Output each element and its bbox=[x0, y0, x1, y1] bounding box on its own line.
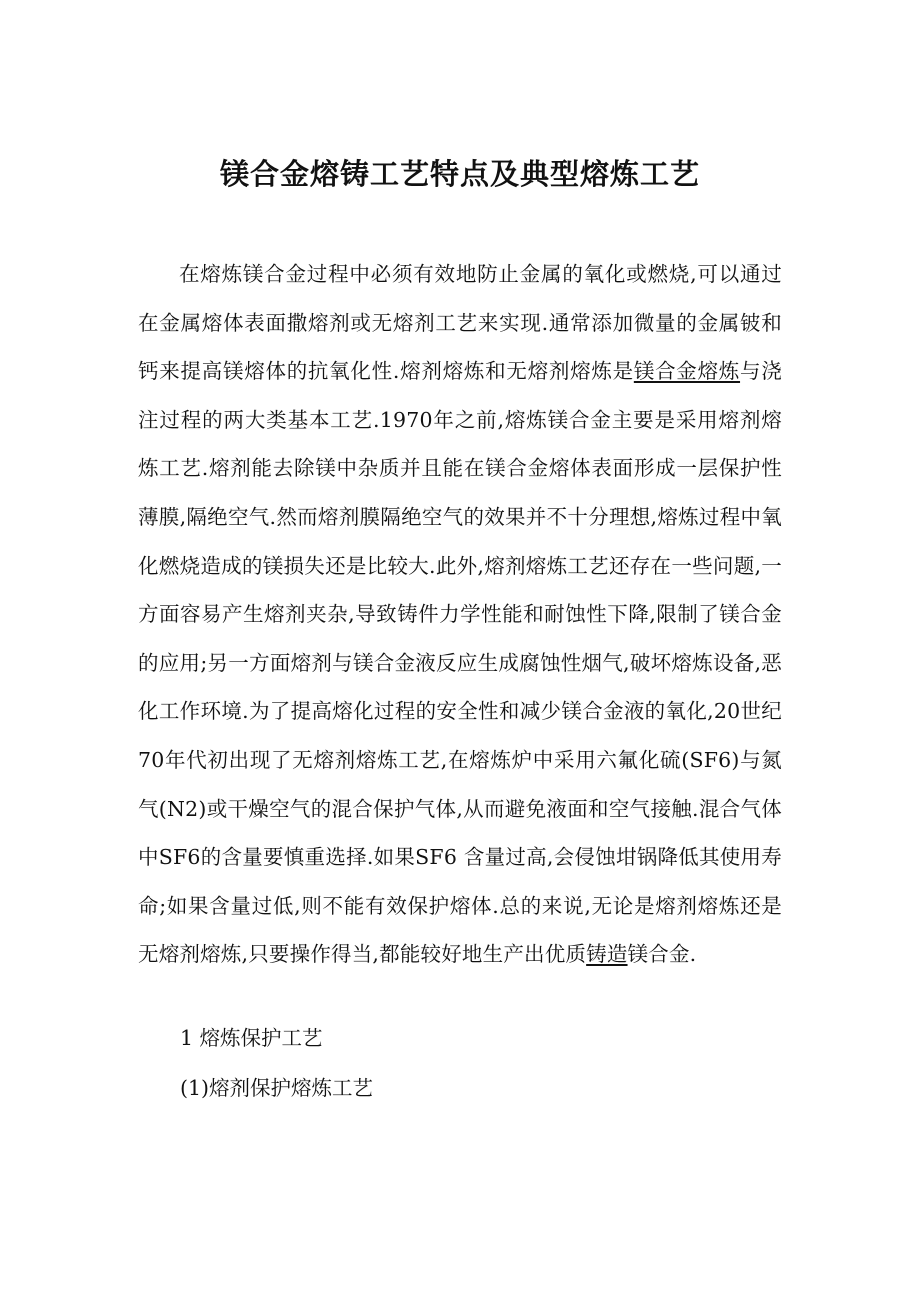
magnesium-alloy-smelting-link[interactable]: 镁合金熔炼 bbox=[633, 359, 741, 384]
casting-link[interactable]: 铸造 bbox=[586, 942, 628, 967]
document-title: 镁合金熔铸工艺特点及典型熔炼工艺 bbox=[219, 157, 700, 191]
paragraph-text-3: 镁合金. bbox=[627, 942, 697, 967]
subsection-heading: (1)熔剂保护熔炼工艺 bbox=[180, 1076, 374, 1100]
paragraph-text-1: 在熔炼镁合金过程中必须有效地防止金属的氧化或燃烧,可以通过在金属熔体表面撒熔剂或无熔剂工艺来实现.通常添加微量的金属铍和钙来提高镁熔体的抗氧化性.熔剂熔炼和无熔剂熔炼是 bbox=[138, 262, 782, 384]
body-paragraph bbox=[138, 250, 782, 979]
section-heading: 1 熔炼保护工艺 bbox=[180, 1026, 323, 1050]
paragraph-text-2: 与浇注过程的两大类基本工艺.1970年之前,熔炼镁合金主要是采用熔剂熔炼工艺.熔剂能去除镁中杂质并且能在镁合金熔体表面形成一层保护性薄膜,隔绝空气.然而熔剂膜隔绝空气的效果并不十分理想,熔炼过程中氧化燃烧造成的镁损失还是比较大.此外,熔剂熔炼工艺还存在一些问题,一方面容易产生熔剂夹杂,导致铸件力学性能和耐蚀性下降,限制了镁合金的应用;另一方面熔剂与镁合金液反应生成腐蚀性烟气,破坏熔炼设备,恶化工作环境.为了提高熔化过程的安全性和减少镁合金液的氧化,20世纪70年代初出现了无熔剂熔炼工艺,在熔炼炉中采用六氟化硫(SF6)与氮气(N2)或干燥空气的混合保护气体,从而避免液面和空气接触.混合气体中SF6的含量要慎重选择.如果SF6 含量过高,会侵蚀坩锅降低其使用寿命;如果含量过低,则不能有效保护熔体.总的来说,无论是熔剂熔炼还是无熔剂熔炼,只要操作得当,都能较好地生产出优质 bbox=[138, 359, 782, 967]
